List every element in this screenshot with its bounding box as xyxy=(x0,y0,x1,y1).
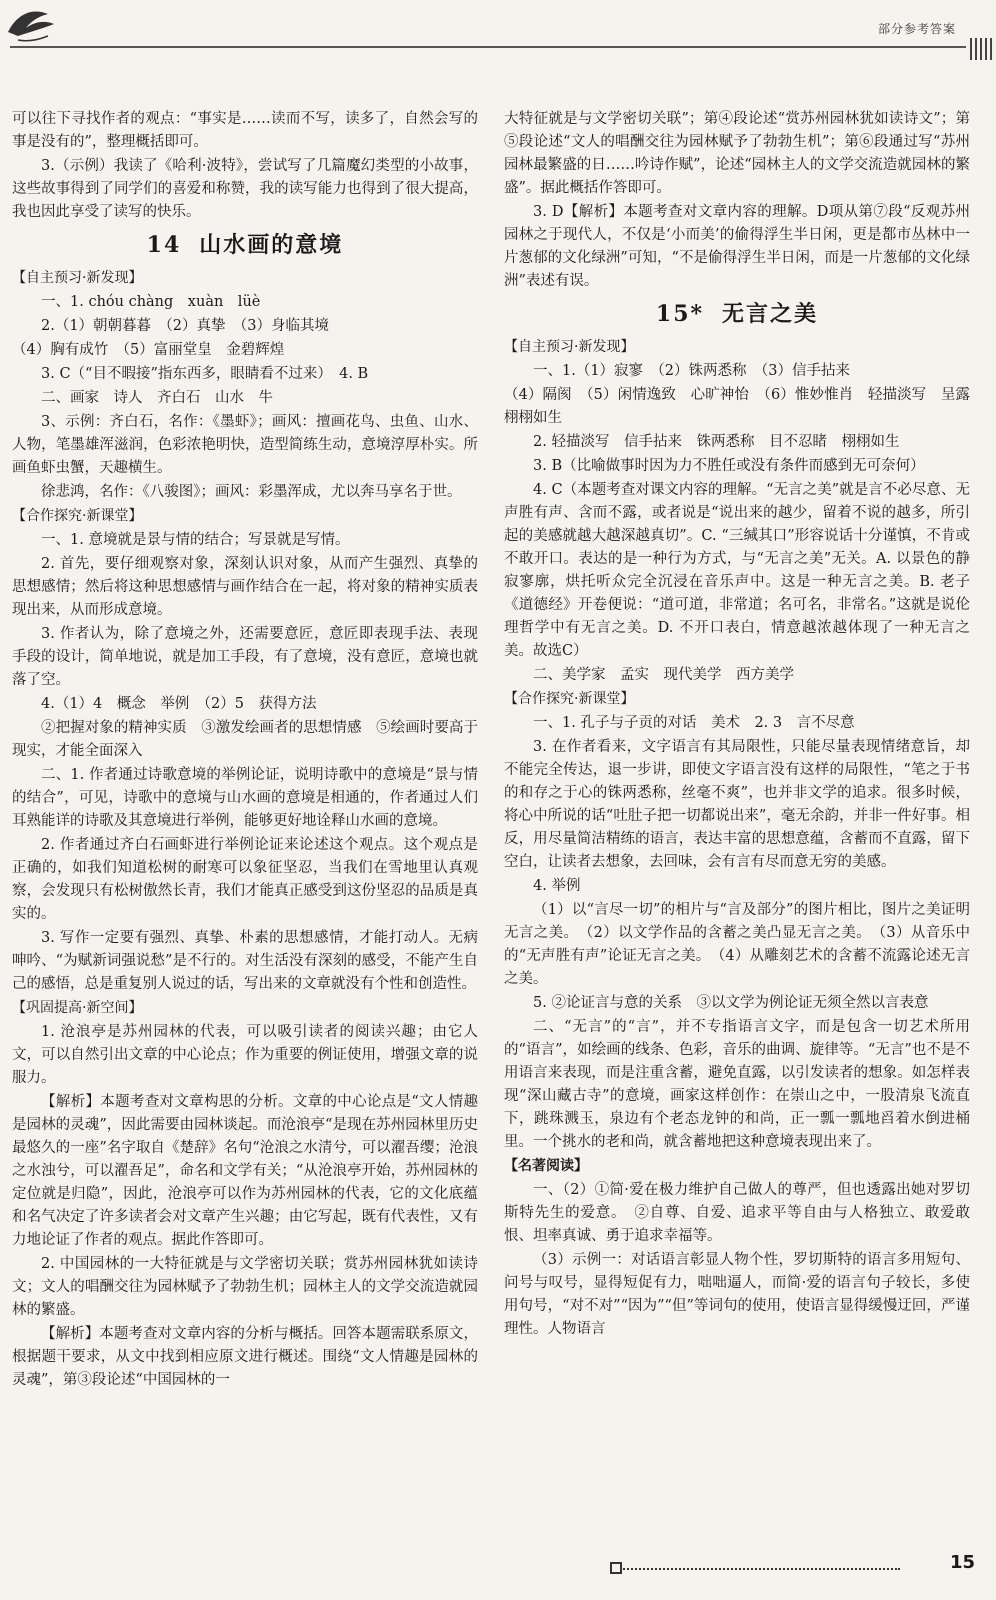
answer-line: 3. C（“目不暇接”指东西多，眼睛看不过来） 4. B xyxy=(41,366,369,382)
answer-line: 3. 在作者看来，文字语言有其局限性，只能尽量表现情绪意旨，却不能完全传达，退一步讲，即使文字语言没有这样的局限性，“笔之于书的和存之于心的铢两悉称，丝毫不爽”，也并非文学的追求。很多时候，将心中所说的话“吐肚子把一切都说出来”，毫无余韵，并非一件好事。相反，用尽量简洁精练的语言，表达丰富的思想意蕴，含蓄而不直露，留下空白，让读者去想象，去回味，会有言有尽而意无穷的美感。 xyxy=(504,739,970,870)
page-header xyxy=(0,0,996,60)
answer-line: 徐悲鸿，名作：《八骏图》；画风：彩墨浑成，尤以奔马享名于世。 xyxy=(41,484,462,500)
answer-line: 4. 举例 xyxy=(533,878,581,894)
section-heading: 【巩固提高·新空间】 xyxy=(12,1000,143,1016)
lesson-title xyxy=(504,303,970,326)
text-paragraph: 大特征就是与文学密切关联”；第④段论述“赏苏州园林犹如读诗文”；第⑤段论述“文人的唱酬交往为园林赋予了勃勃生机”；第⑥段通过写“苏州园林最繁盛的日……吟诗作赋”，论述“园林主人的文学交流造就园林的繁盛”。据此概括作答即可。 xyxy=(504,111,970,196)
header-label: 部分参考答案 xyxy=(877,22,956,36)
answer-line: 二、画家 诗人 齐白石 山水 牛 xyxy=(41,390,273,406)
answer-line: 3. D【解析】本题考查对文章内容的理解。D项从第⑦段“反观苏州园林之于现代人，不仅是‘小而美’的偷得浮生半日闲，更是都市丛林中一片葱郁的文化绿洲”可知，“不是偷得浮生半日闲，而是一片葱郁的文化绿洲”表述有误。 xyxy=(504,204,970,289)
text-paragraph: 3.（示例）我读了《哈利·波特》，尝试写了几篇魔幻类型的小故事，这些故事得到了同学们的喜爱和称赞，我的读写能力也得到了很大提高，我也因此享受了读写的快乐。 xyxy=(12,158,478,220)
analysis-paragraph: 【解析】本题考查对文章内容的分析与概括。回答本题需联系原文，根据题干要求，从文中找到相应原文进行概述。围绕“文人情趣是园林的灵魂”，第③段论述“中国园林的一 xyxy=(12,1326,478,1388)
answer-line: 1. 沧浪亭是苏州园林的代表，可以吸引读者的阅读兴趣；由它人文，可以自然引出文章的中心论点；作为重要的例证使用，增强文章的说服力。 xyxy=(12,1024,478,1086)
lesson-title xyxy=(12,234,478,257)
footer-dotted-rule xyxy=(620,1568,900,1570)
answer-line: 4.（1）4 概念 举例 （2）5 获得方法 xyxy=(41,696,317,712)
header-rule xyxy=(10,46,966,48)
answer-line: 二、1. 作者通过诗歌意境的举例论证，说明诗歌中的意境是“景与情的结合”，可见，诗歌中的意境与山水画的意境是相通的，作者通过人们耳熟能详的诗歌及其意境进行举例，能够更好地诠释山水画的意境。 xyxy=(12,767,478,829)
right-column xyxy=(504,108,985,1342)
answer-line: （4）隔阂 （5）闲情逸致 心旷神怡 （6）惟妙惟肖 轻描淡写 呈露 栩栩如生 xyxy=(504,387,985,426)
lesson-number: 14 xyxy=(146,232,182,258)
section-heading: 【合作探究·新课堂】 xyxy=(12,508,143,524)
answer-line: 一、1. chóu chàng xuàn lüè xyxy=(41,294,261,310)
decorative-leaf-icon xyxy=(4,2,64,52)
text-paragraph: 可以往下寻找作者的观点：“事实是……读而不写，读多了，自然会写的事是没有的”，整理概括即可。 xyxy=(12,111,478,150)
answer-line: 3. 写作一定要有强烈、真挚、朴素的思想感情，才能打动人。无病呻吟、“为赋新词强说愁”是不行的。对生活没有深刻的感受，不能产生自己的感悟，总是重复别人说过的话，写出来的文章就没有个性和创造性。 xyxy=(12,930,478,992)
analysis-paragraph: 【解析】本题考查对文章构思的分析。文章的中心论点是“文人情趣是园林的灵魂”，因此需要由园林谈起。而沧浪亭“是现在苏州园林里历史最悠久的一座”名字取自《楚辞》名句“沧浪之水清兮，可以濯吾缨；沧浪之水浊兮，可以濯吾足”，命名和文学有关；“从沧浪亭开始，苏州园林的定位就是归隐”，因此，沧浪亭可以作为苏州园林的代表，它的文化底蕴和名气决定了许多读者会对文章产生兴趣；由它写起，既有代表性，又有力地论证了作者的观点。据此作答即可。 xyxy=(12,1094,478,1248)
answer-line: （1）以“言尽一切”的相片与“言及部分”的图片相比，图片之美证明无言之美。 （2）以文学作品的含蓄之美凸显无言之美。 （3）从音乐中的“无声胜有声”论证无言之美。 （4）从雕刻艺术的含蓄不流露论述无言之美。 xyxy=(504,902,970,987)
answer-line: 3、示例：齐白石，名作：《墨虾》；画风：擅画花鸟、虫鱼、山水、人物，笔墨雄浑滋润，色彩浓艳明快，造型简练生动，意境淳厚朴实。所画鱼虾虫蟹，天趣横生。 xyxy=(12,414,478,476)
answer-line: 5. ②论证言与意的关系 ③以文学为例论证无须全然以言表意 xyxy=(533,995,929,1011)
page-edge-marks xyxy=(970,38,992,60)
answer-line: 4. C（本题考查对课文内容的理解。“无言之美”就是言不必尽意、无声胜有声、含而不露，或者说是“说出来的越少，留着不说的越多，所引起的美感就越大越深越真切”。C. “三缄其口”形容说话十分谨慎，不肯或不敢开口。表达的是一种行为方式，与“无言之美”无关。A. 以景色的静寂寥廓，烘托听众完全沉浸在音乐声中。这是一种无言之美。B. 老子《道德经》开卷便说：“道可道，非常道；名可名，非常名。”这就是说伦理哲学中有无言之美。D. 不开口表白，情意越浓越体现了一种无言之美。故选C） xyxy=(504,482,970,659)
answer-line: 3. 作者认为，除了意境之外，还需要意匠，意匠即表现手法、表现手段的设计，简单地说，就是加工手段，有了意境，没有意匠，意境也就落了空。 xyxy=(12,626,478,688)
answer-line: 2. 首先，要仔细观察对象，深刻认识对象，从而产生强烈、真挚的思想感情；然后将这种思想感情与画作结合在一起，将对象的精神实质表现出来，从而形成意境。 xyxy=(12,556,478,618)
answer-line: （3）示例一：对话语言彰显人物个性，罗切斯特的语言多用短句、问号与叹号，显得短促有力，咄咄逼人，而简·爱的语言句子较长，多使用句号，“对不对”“因为”“但”等词句的使用，使语言显得缓慢迂回，严谨理性。人物语言 xyxy=(504,1252,970,1337)
lesson-number: 15* xyxy=(655,301,705,327)
answer-line: 一、1. 意境就是景与情的结合；写景就是写情。 xyxy=(41,532,350,548)
left-column xyxy=(12,108,478,1393)
lesson-name: 山水画的意境 xyxy=(199,232,344,258)
page-number: 15 xyxy=(950,1552,976,1573)
answer-line: 一、（2）①简·爱在极力维护自己做人的尊严，但也透露出她对罗切斯特先生的爱意。 ②自尊、自爱、追求平等自由与人格独立、敢爱敢恨、坦率真诚、勇于追求幸福等。 xyxy=(504,1182,970,1244)
lesson-name: 无言之美 xyxy=(722,301,819,327)
answer-line: 2. 轻描淡写 信手拈来 铢两悉称 目不忍睹 栩栩如生 xyxy=(533,434,900,450)
answer-line: 2. 中国园林的一大特征就是与文学密切关联；赏苏州园林犹如读诗文；文人的唱酬交往为园林赋予了勃勃生机；园林主人的文学交流造就园林的繁盛。 xyxy=(12,1256,478,1318)
answer-line: 二、美学家 孟实 现代美学 西方美学 xyxy=(533,667,794,683)
section-heading: 【合作探究·新课堂】 xyxy=(504,691,635,707)
answer-line: 2. 作者通过齐白石画虾进行举例论证来论述这个观点。这个观点是正确的，如我们知道松树的耐寒可以象征坚忍，当我们在雪地里认真观察，会发现只有松树傲然长青，我们才能真正感受到这份坚忍的品质是真实的。 xyxy=(12,837,478,922)
answer-line: （4）胸有成竹 （5）富丽堂皇 金碧辉煌 xyxy=(12,342,285,358)
answer-line: 一、1. 孔子与子贡的对话 美术 2. 3 言不尽意 xyxy=(533,715,855,731)
answer-line: ②把握对象的精神实质 ③激发绘画者的思想情感 ⑤绘画时要高于现实，才能全面深入 xyxy=(12,720,478,759)
section-heading: 【自主预习·新发现】 xyxy=(12,270,143,286)
answer-line: 二、“无言”的“言”，并不专指语言文字，而是包含一切艺术所用的“语言”，如绘画的线条、色彩，音乐的曲调、旋律等。“无言”也不是不用语言来表现，而是注重含蓄，避免直露，以引发读者的想象。如怎样表现“深山藏古寺”的意境，画家这样创作：在崇山之中，一股清泉飞流直下，跳珠溅玉，泉边有个老态龙钟的和尚，正一瓢一瓢地舀着水倒进桶里。一个挑水的老和尚，就含蓄地把这种意境表现出来了。 xyxy=(504,1019,970,1150)
page-footer xyxy=(620,1552,976,1580)
answer-line: 3. B（比喻做事时因为力不胜任或没有条件而感到无可奈何） xyxy=(533,458,925,474)
section-heading: 【自主预习·新发现】 xyxy=(504,339,635,355)
answer-line: 2.（1）朝朝暮暮 （2）真挚 （3）身临其境 xyxy=(41,318,330,334)
section-heading: 【名著阅读】 xyxy=(504,1158,588,1174)
answer-line: 一、1.（1）寂寥 （2）铢两悉称 （3）信手拈来 xyxy=(533,363,851,379)
